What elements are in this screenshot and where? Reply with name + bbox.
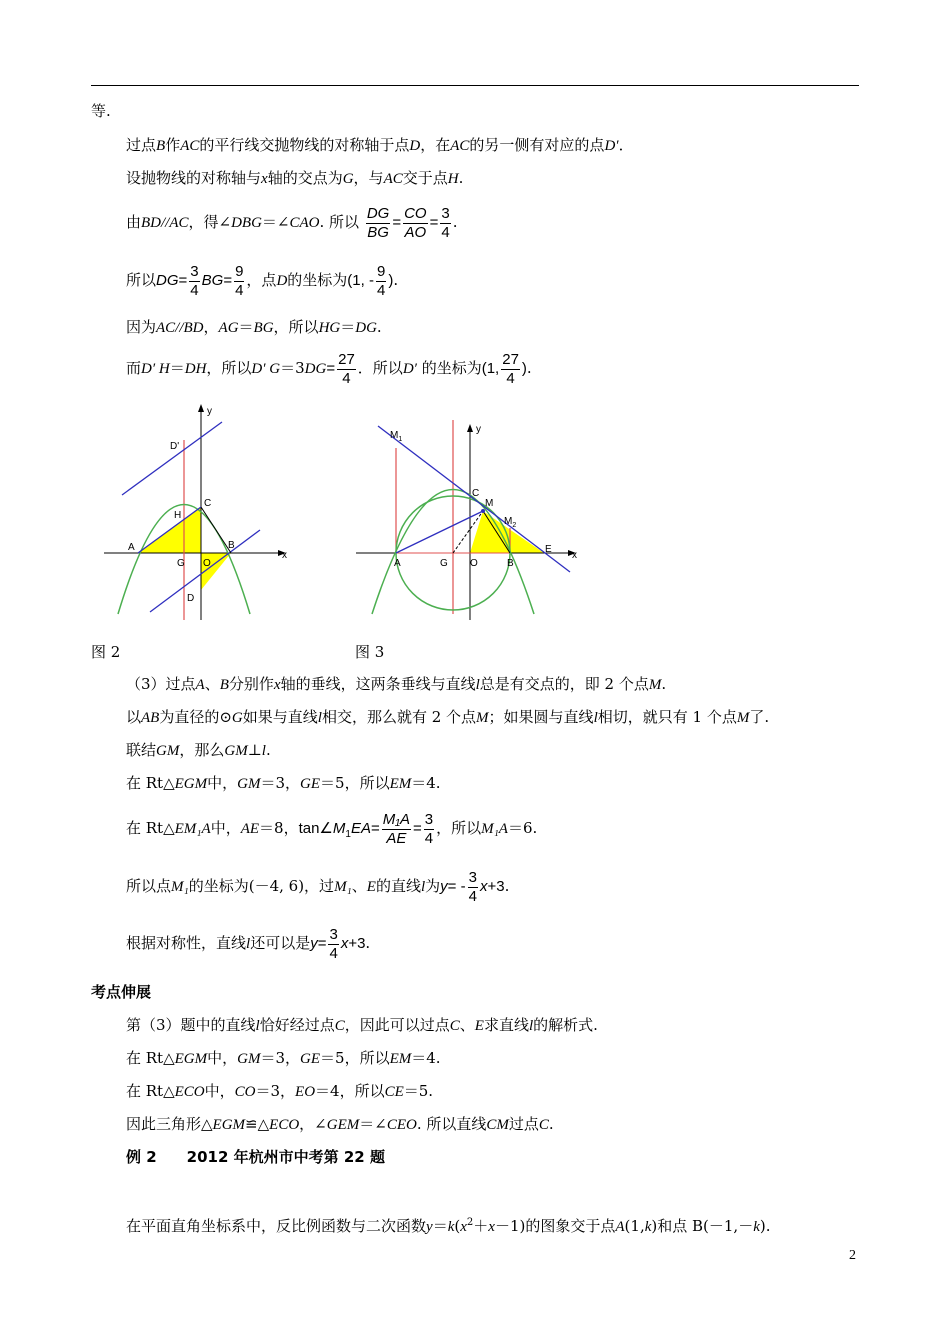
- text-line-4: 由BD//AC，得∠DBG＝∠CAO. 所以 $\frac{DG}{BG}$ = $\frac{CO}{AO}$ = $\frac{3}{4}$ .: [126, 204, 458, 241]
- fig2-label-c: C: [204, 498, 212, 509]
- text-line-15: 第（3）题中的直线l恰好经过点C，因此可以过点C、E求直线l的解析式.: [126, 1016, 598, 1034]
- fig3-label-y: y: [476, 424, 481, 435]
- fig2-label-o: O: [203, 558, 211, 569]
- text-line-3: 设抛物线的对称轴与x轴的交点为G，与AC交于点H.: [126, 169, 464, 187]
- fig2-label-y: y: [207, 406, 212, 417]
- fig3-label-m2: $M_2$: [504, 516, 517, 529]
- text-line-8: （3）过点A、B分别作x轴的垂线，这两条垂线与直线l总是有交点的，即 2 个点M.: [126, 675, 667, 693]
- figure-2: [100, 400, 300, 622]
- text-line-5: 所以DG= $\frac{3}{4}$ BG= $\frac{9}{4}$ ，点D的坐标为(1, - $\frac{9}{4}$ ).: [126, 262, 399, 299]
- fig2-line-cb: [201, 507, 231, 553]
- figure-3-caption: 图 3: [355, 643, 385, 661]
- text-line-19: 在平面直角坐标系中，反比例函数与二次函数$y=k(x^2+x-1)$的图象交于点A(1,k)和点 B(－1,－k).: [126, 1217, 771, 1235]
- text-line-2: 过点B作AC的平行线交抛物线的对称轴于点D，在AC的另一侧有对应的点D′．: [126, 136, 634, 154]
- text-line-16: 在 Rt△EGM中，GM＝3，GE＝5，所以EM＝4.: [126, 1049, 441, 1067]
- fig3-label-g: G: [440, 558, 448, 569]
- fig2-label-b: B: [228, 540, 235, 551]
- section-heading-example-2: 例 2 2012 年杭州市中考第 22 题: [126, 1148, 385, 1166]
- text-line-1: 等.: [91, 102, 111, 120]
- fig2-label-d: D: [187, 593, 195, 604]
- fig2-line-upper: [122, 422, 222, 495]
- figure-3: [352, 400, 582, 622]
- fig2-label-g: G: [177, 558, 185, 569]
- text-line-11: 在 Rt△EGM中，GM＝3，GE＝5，所以EM＝4.: [126, 774, 441, 792]
- text-line-9: 以AB为直径的⊙G如果与直线l相交，那么就有 2 个点M；如果圆与直线l相切，就只有 1 个点M了.: [126, 708, 770, 726]
- fig3-label-a: A: [394, 558, 401, 569]
- text-line-14: 根据对称性，直线l还可以是y= $\frac{3}{4}$ x+3.: [126, 925, 371, 962]
- text-line-12: 在 Rt△EM₁A中，AE＝8，$\tan\angle M_1EA=$ $\frac{\text{M₁A}}{AE}$ = $\frac{3}{4}$ ，所以M₁A＝6.: [126, 810, 538, 847]
- text-line-17: 在 Rt△ECO中，CO＝3，EO＝4，所以CE＝5.: [126, 1082, 434, 1100]
- text-line-13: 所以点M₁的坐标为(－4, 6)，过M₁、E的直线l为y= - $\frac{3}{4}$ x+3.: [126, 868, 510, 905]
- fig2-label-dprime: D': [170, 441, 180, 452]
- text-line-6: 因为AC//BD，AG＝BG，所以HG＝DG.: [126, 318, 382, 336]
- fig2-y-arrow: [198, 404, 204, 412]
- fig3-label-o: O: [470, 558, 478, 569]
- fig3-label-c: C: [472, 488, 480, 499]
- fig3-label-e: E: [545, 544, 552, 555]
- text-line-10: 联结GM，那么GM⊥l.: [126, 741, 271, 759]
- fig3-label-x: x: [572, 550, 577, 561]
- text-line-18: 因此三角形△EGM≌△ECO，∠GEM＝∠CEO. 所以直线CM过点C.: [126, 1115, 554, 1133]
- fig3-y-arrow: [467, 424, 473, 432]
- fig3-point-m: [481, 509, 485, 513]
- fig2-label-x: x: [282, 550, 287, 561]
- fig2-label-h: H: [174, 510, 182, 521]
- fig3-label-m1: $M_1$: [390, 430, 403, 443]
- page-number: 2: [849, 1248, 856, 1263]
- text-line-7: 而D′ H＝DH，所以D′ G＝3DG= $\frac{27}{4}$ ．所以D′ 的坐标为(1, $\frac{27}{4}$ ).: [126, 350, 532, 387]
- section-heading-extension: 考点伸展: [91, 983, 152, 1001]
- fig3-label-b: B: [507, 558, 514, 569]
- header-rule: [91, 85, 859, 86]
- figure-2-caption: 图 2: [91, 643, 121, 661]
- fig2-label-a: A: [128, 542, 135, 553]
- fig3-label-m: M: [485, 498, 494, 509]
